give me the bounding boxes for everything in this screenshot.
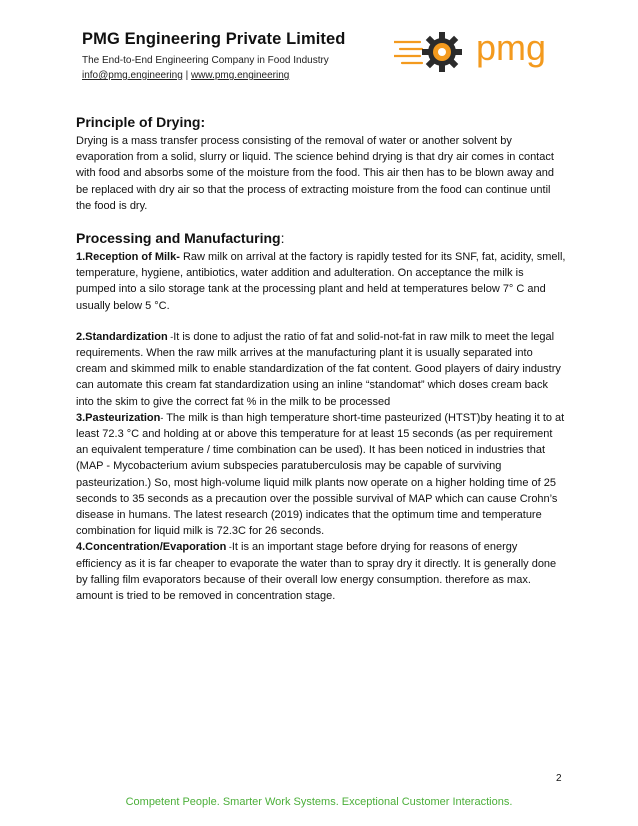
gear-icon <box>422 32 462 72</box>
step-reception <box>76 249 566 314</box>
page-number: 2 <box>556 773 562 784</box>
step-label: 4.Concentration/Evaporation <box>76 541 227 554</box>
step-text: Raw milk on arrival at the factory is rapidly tested for its SNF, fat, acidity, smell, temperature, hygiene, antibiotics, water addition and adulteration. On acceptance the milk is pumped into a silo storage tank at the processing plant and held at temperatures below 7° C and usually below 5 °C. <box>76 251 566 312</box>
page-body <box>76 114 566 604</box>
step-separator: - <box>226 542 232 553</box>
step-concentration <box>76 539 566 604</box>
processing-heading <box>76 230 566 246</box>
company-name: PMG Engineering Private Limited <box>82 30 346 48</box>
step-label: 2.Standardization <box>76 330 168 343</box>
speed-lines-icon <box>394 42 422 63</box>
drying-heading: Principle of Drying: <box>76 114 206 130</box>
step-pasteurization <box>76 410 566 540</box>
step-text: It is an important stage before drying for reasons of energy efficiency as it is far cheaper to evaporate the water than to spray dry it directly. It is generally done by falling film evaporators because of their overall low energy consumption. therefore as max. amount is tried to be removed in concentration stage. <box>76 541 557 603</box>
step-label: 1.Reception of Milk- <box>76 251 180 264</box>
contact-separator: | <box>185 70 189 81</box>
company-tagline: The End-to-End Engineering Company in Food Industry <box>82 55 329 66</box>
logo-wordmark: pmg <box>476 27 547 68</box>
step-text: It is done to adjust the ratio of fat and solid-not-fat in raw milk to meet the legal requirements. When the raw milk arrives at the manufacturing plant it is usually separated into cream and skimmed milk to enable standardization of the fat content. Good players of dairy industry can automate this cream fat standardization using an inline “standomat” which doses cream back into the skim to give the correct fat % in the milk to be processed <box>76 330 561 408</box>
step-separator: - <box>167 331 174 342</box>
step-separator: - <box>160 412 164 423</box>
email-link[interactable]: info@pmg.engineering <box>82 70 183 81</box>
step-text: The milk is than high temperature short-time pasteurized (HTST)by heating it to at least 72.3 °C and holding at or above this temperature for at least 15 seconds (as per requirement an equivalent temperature / time combination can be used). It has been noticed in industries that (MAP - Mycobacterium avium subspecies paratuberculosis may be capable of surviving pasteurization.) So, most high-volume liquid milk plants now operate on a higher holding time of 25 seconds to 35 seconds as a precaution over the possible survival of MAP which can cause Crohn’s disease in humans. The latest research (2019) indicates that the optimum time and temperature combination for liquid milk is 72.3C for 26 seconds. <box>76 411 565 538</box>
processing-heading-colon: : <box>280 230 285 247</box>
step-label: 3.Pasteurization <box>76 411 161 424</box>
pmg-logo <box>394 22 564 82</box>
website-link[interactable]: www.pmg.engineering <box>190 70 290 81</box>
drying-paragraph: Drying is a mass transfer process consisting of the removal of water or another solvent by evaporation from a solid, slurry or liquid. The science behind drying is that dry air comes in contact with food and absorbs some of the moisture from the food. This air then has to be blown away and be replaced with dry air so that the process of extracting moisture from the food can continue until the food is dry. <box>76 135 554 212</box>
step-standardization <box>76 329 566 410</box>
footer-slogan: Competent People. Smarter Work Systems. Exceptional Customer Interactions. <box>125 796 513 808</box>
processing-heading-text: Processing and Manufacturing <box>76 230 281 247</box>
